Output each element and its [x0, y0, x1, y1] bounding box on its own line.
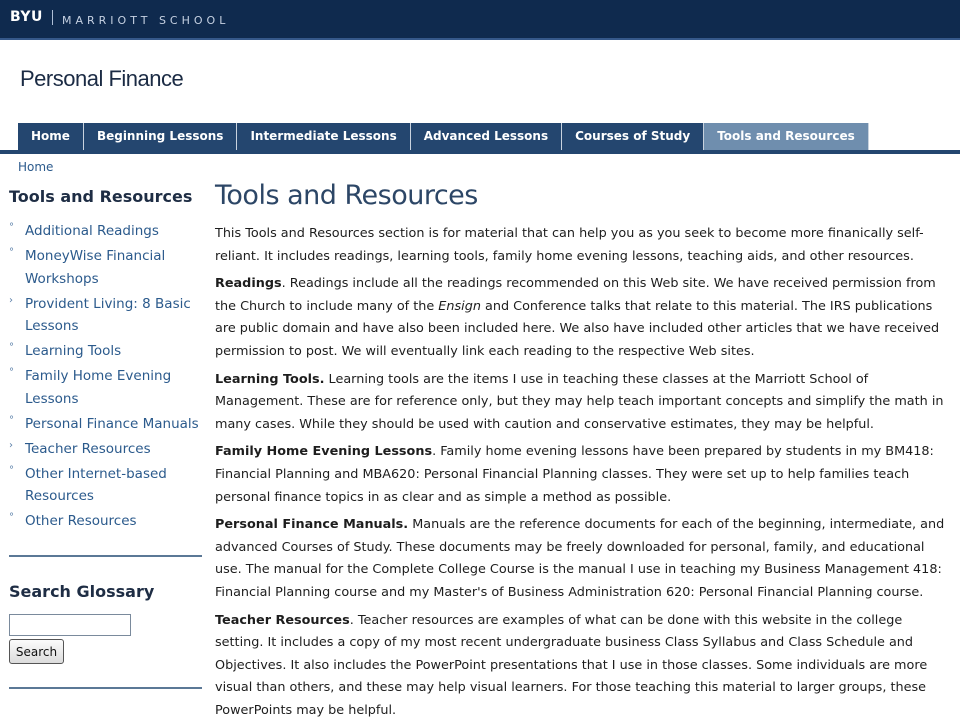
- section-heading-punct: .: [432, 444, 437, 460]
- sidebar-item-other-internet-resources[interactable]: [9, 463, 199, 508]
- school-name[interactable]: MARRIOTT SCHOOL: [62, 14, 230, 27]
- nav-tab-intermediate-lessons[interactable]: Intermediate Lessons: [237, 123, 410, 150]
- section-teacher-resources: [215, 610, 945, 720]
- bullet-circle-icon: °: [9, 464, 14, 476]
- main-content: [215, 180, 945, 720]
- sidebar-item-teacher-resources[interactable]: [9, 438, 199, 461]
- sidebar-item-label: Teacher Resources: [25, 440, 151, 457]
- sidebar-title: Tools and Resources: [9, 187, 193, 206]
- nav-tab-courses-of-study[interactable]: Courses of Study: [562, 123, 704, 150]
- sidebar-item-label: Other Resources: [25, 513, 137, 529]
- expand-arrow-icon: ›: [9, 439, 13, 451]
- intro-paragraph: This Tools and Resources section is for material that can help you as you seek to become more finanically self-reliant. It includes readings, learning tools, family home evening lessons, teaching aids, and other resources.: [215, 226, 924, 264]
- expand-arrow-icon: ›: [9, 294, 13, 306]
- nav-underline: [0, 150, 960, 154]
- sidebar-divider: [9, 687, 202, 689]
- section-heading: Teacher Resources: [215, 612, 350, 628]
- nav-tab-home[interactable]: Home: [18, 123, 84, 150]
- bullet-circle-icon: °: [9, 222, 14, 233]
- sidebar-menu: [9, 220, 199, 535]
- sidebar-item-additional-readings[interactable]: [9, 220, 199, 243]
- bullet-circle-icon: °: [9, 247, 14, 258]
- section-heading-punct: .: [349, 612, 354, 628]
- sidebar-item-label: Personal Finance Manuals: [25, 415, 199, 432]
- section-text: Readings include all the readings recommended on this Web site. We have received permission from the Church to include many of the: [215, 276, 936, 314]
- main-nav: [18, 123, 869, 150]
- search-button[interactable]: Search: [9, 639, 64, 664]
- nav-tab-tools-and-resources[interactable]: Tools and Resources: [704, 123, 869, 150]
- sidebar-item-other-resources[interactable]: [9, 510, 199, 533]
- section-text: and Conference talks that relate to this material. The IRS publications are public domain and have also been included here. We also have included other articles that we have received permission to post. We will eventually link each reading to the respective Web sites.: [215, 298, 940, 359]
- bullet-circle-icon: °: [9, 512, 14, 523]
- byu-logo[interactable]: BYU: [10, 9, 43, 25]
- section-heading: Readings: [215, 276, 282, 292]
- bullet-circle-icon: °: [9, 414, 14, 426]
- bullet-circle-icon: °: [9, 342, 14, 353]
- section-italic-text: Ensign: [438, 298, 481, 314]
- logo-separator: [52, 10, 53, 25]
- nav-tab-advanced-lessons[interactable]: Advanced Lessons: [411, 123, 562, 150]
- sidebar-item-label: Other Internet-based Resources: [25, 465, 167, 504]
- section-heading: Personal Finance Manuals.: [215, 517, 409, 533]
- sidebar-divider: [9, 555, 202, 557]
- section-text: Learning tools are the items I use in teaching these classes at the Marriott School of Management. These are for reference only, but they may help teach important concepts and simplify the math in many cases. While they should be used with caution and conservative estimates, they may be helpful.: [215, 371, 944, 432]
- section-learning-tools: [215, 369, 945, 437]
- section-heading: Learning Tools.: [215, 371, 325, 387]
- nav-tab-beginning-lessons[interactable]: Beginning Lessons: [84, 123, 238, 150]
- sidebar-item-personal-finance-manuals[interactable]: [9, 413, 199, 436]
- sidebar-item-moneywise-workshops[interactable]: [9, 245, 199, 290]
- breadcrumb[interactable]: Home: [18, 160, 54, 174]
- section-personal-finance-manuals: [215, 514, 945, 604]
- glossary-search-input[interactable]: [9, 614, 131, 636]
- section-heading-punct: .: [281, 276, 286, 292]
- site-title[interactable]: Personal Finance: [20, 66, 184, 91]
- section-text: Manuals are the reference documents for each of the beginning, intermediate, and advanced Courses of Study. These documents may be freely downloaded for personal, family, and educational use. The manual for the Complete College Course is the manual I use in teaching my Business Management 418: Financial Planning course and my Master's of Business Administration 620: Personal Financial Planning course.: [215, 517, 945, 600]
- sidebar-item-label: Additional Readings: [25, 223, 159, 239]
- search-glossary-title: Search Glossary: [9, 582, 155, 601]
- sidebar-item-label: Learning Tools: [25, 343, 122, 359]
- section-text: Teacher resources are examples of what can be done with this website in the college setting. It includes a copy of my most recent undergraduate business Class Syllabus and Class Schedule and Objectives. It also includes the PowerPoint presentations that I use in those classes. Some individuals are more visual than others, and these may help visual learners. For those teaching this material to larger groups, these PowerPoints may be helpful.: [215, 612, 928, 718]
- section-heading: Family Home Evening Lessons: [215, 444, 433, 460]
- sidebar-item-label: Provident Living: 8 Basic Lessons: [25, 295, 191, 334]
- university-header-bar: [0, 0, 960, 40]
- sidebar-item-label: MoneyWise Financial Workshops: [25, 248, 166, 287]
- sidebar-item-family-home-evening[interactable]: [9, 365, 199, 410]
- section-text: Family home evening lessons have been prepared by students in my BM418: Financial Planning and MBA620: Personal Financial Planning classes. They were set up to help families teach personal finance topics in as clear and as simple a method as possible.: [215, 444, 934, 505]
- sidebar-item-label: Family Home Evening Lessons: [25, 368, 172, 407]
- bullet-circle-icon: °: [9, 367, 14, 378]
- sidebar-item-provident-living[interactable]: [9, 293, 199, 338]
- page-title: Tools and Resources: [215, 180, 478, 211]
- sidebar-item-learning-tools[interactable]: [9, 340, 199, 363]
- section-readings: [215, 273, 945, 363]
- section-family-home-evening: [215, 441, 945, 509]
